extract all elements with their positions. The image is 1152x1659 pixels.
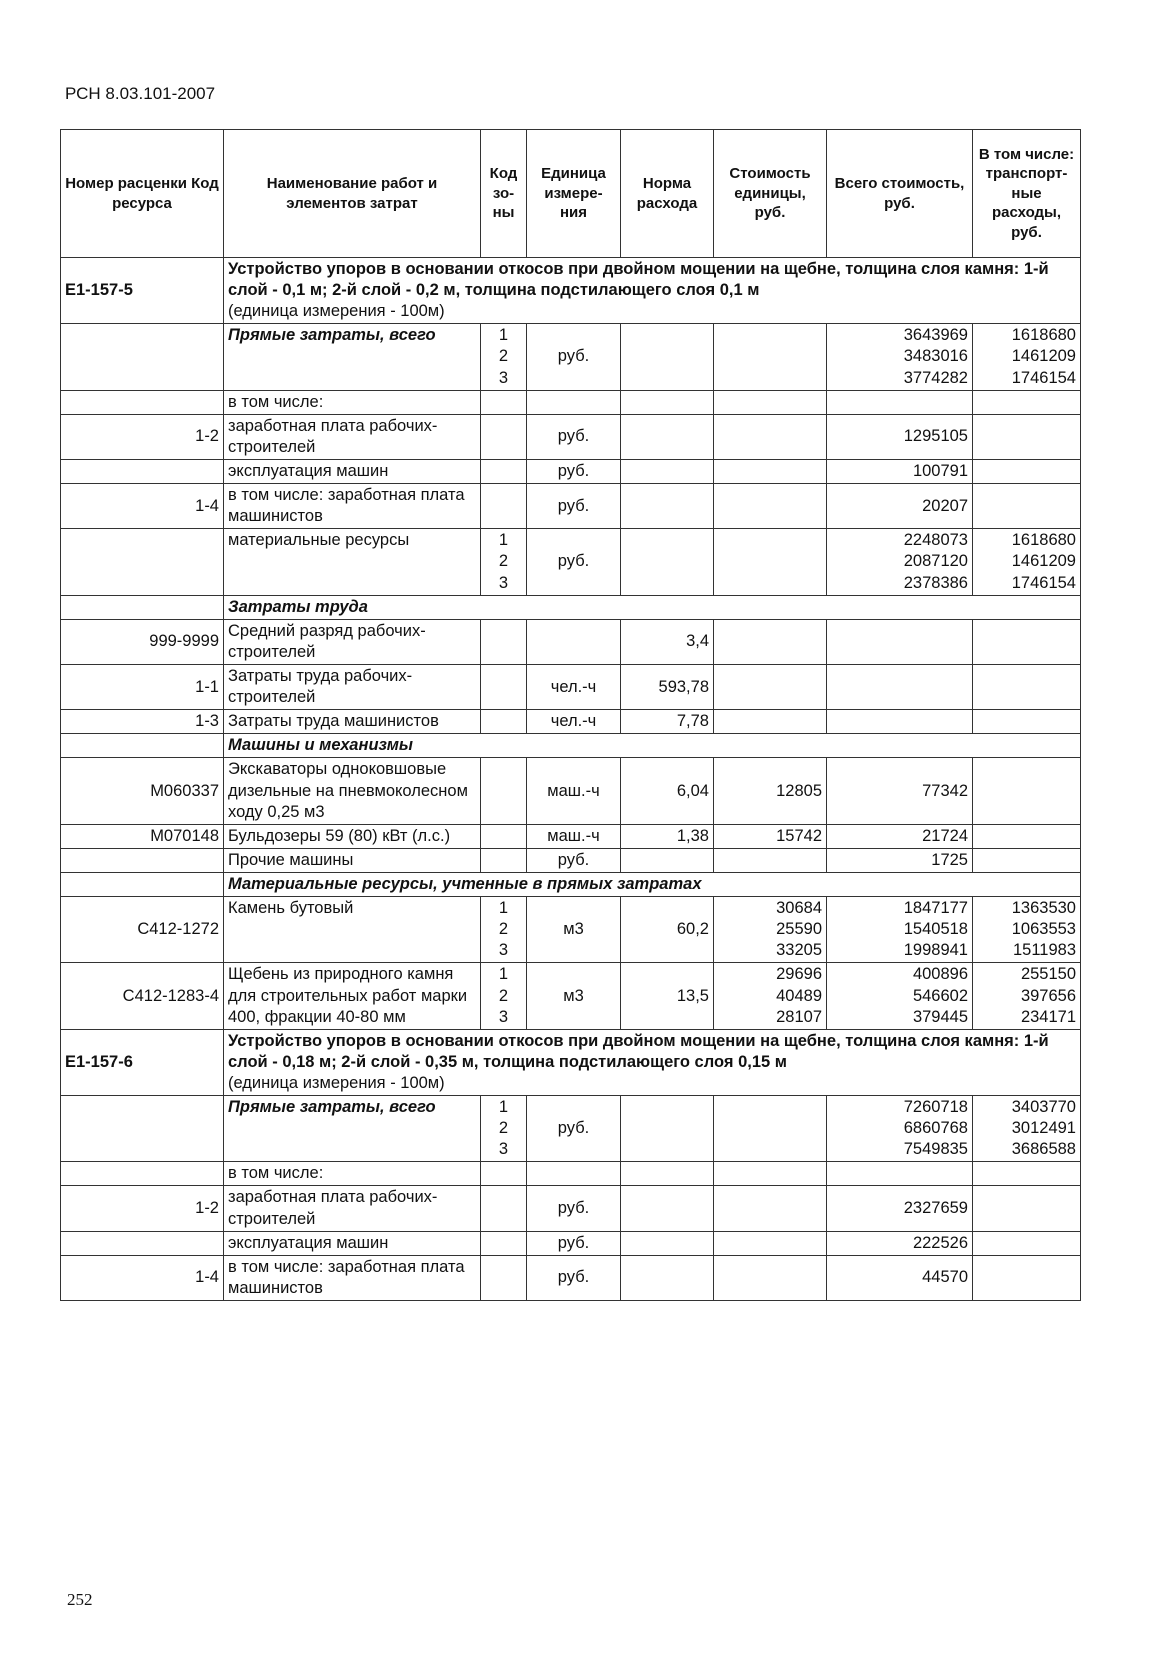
row-total-cost-line: 400896: [912, 965, 968, 984]
row-transport-cost: [973, 664, 1081, 709]
row-transport-cost-line: 3686588: [1011, 1140, 1076, 1159]
row-transport-cost: [973, 1255, 1081, 1300]
column-header: Номер расценки Код ресурса: [61, 130, 224, 258]
row-zone-line: 3: [498, 573, 509, 592]
row-transport-cost: [973, 710, 1081, 734]
rate-title-cell: [224, 258, 1081, 324]
table-row: [61, 824, 1081, 848]
row-transport-cost: [973, 414, 1081, 459]
row-transport-cost: [973, 1231, 1081, 1255]
row-code: 1-1: [61, 664, 224, 709]
row-zone: [481, 459, 527, 483]
row-unit-price-line: 30684: [776, 899, 822, 918]
row-transport-cost: [973, 963, 1081, 1029]
row-total-cost-line: 2087120: [903, 552, 968, 571]
row-code: [61, 1231, 224, 1255]
page-number: 252: [67, 1590, 93, 1609]
row-transport-cost-line: 1618680: [1011, 326, 1076, 345]
row-code: 1-4: [61, 1255, 224, 1300]
row-total-cost-line: 1540518: [903, 920, 968, 939]
row-norm: 1,38: [621, 824, 714, 848]
row-unit: руб.: [527, 324, 621, 390]
row-transport-cost-line: 1618680: [1011, 531, 1076, 550]
row-transport-cost-line: 1746154: [1011, 368, 1076, 387]
row-unit: м3: [527, 897, 621, 963]
rate-code: Е1-157-6: [61, 1029, 224, 1095]
row-unit-price-line: 40489: [776, 986, 822, 1005]
row-total-cost: 2327659: [827, 1186, 973, 1231]
row-unit-price: [714, 484, 827, 529]
row-transport-cost-line: 3403770: [1011, 1098, 1076, 1117]
row-unit: руб.: [527, 1255, 621, 1300]
row-code: 999-9999: [61, 619, 224, 664]
row-transport-cost: [973, 824, 1081, 848]
row-unit: [527, 619, 621, 664]
row-unit-price: [714, 459, 827, 483]
row-unit: [527, 1162, 621, 1186]
row-zone-line: 3: [498, 368, 509, 387]
row-unit: руб.: [527, 459, 621, 483]
row-transport-cost: [973, 897, 1081, 963]
row-total-cost: 44570: [827, 1255, 973, 1300]
column-header: Код зо-ны: [481, 130, 527, 258]
row-norm: [621, 414, 714, 459]
row-transport-cost-line: 1063553: [1011, 920, 1076, 939]
row-transport-cost: [973, 1186, 1081, 1231]
row-code: 1-2: [61, 414, 224, 459]
row-zone-line: 2: [498, 347, 509, 366]
table-row: [61, 1186, 1081, 1231]
row-transport-cost-line: 255150: [1020, 965, 1076, 984]
row-unit: руб.: [527, 848, 621, 872]
row-zone-line: 1: [498, 326, 509, 345]
row-zone-line: 3: [498, 1007, 509, 1026]
row-zone-line: 3: [498, 941, 509, 960]
row-unit-price-line: 25590: [776, 920, 822, 939]
section-heading: Материальные ресурсы, учтенные в прямых затратах: [224, 872, 1081, 896]
document-code-header: РСН 8.03.101-2007: [65, 84, 216, 103]
row-transport-cost: [973, 459, 1081, 483]
row-name: в том числе: заработная плата машинистов: [224, 484, 481, 529]
row-unit: руб.: [527, 414, 621, 459]
row-total-cost: [827, 897, 973, 963]
column-header: Единица измере-ния: [527, 130, 621, 258]
row-transport-cost-line: 3012491: [1011, 1119, 1076, 1138]
row-code: М060337: [61, 758, 224, 824]
row-norm: 3,4: [621, 619, 714, 664]
row-total-cost-line: 3643969: [903, 326, 968, 345]
row-norm: [621, 459, 714, 483]
row-unit-price: [714, 1186, 827, 1231]
row-unit-price: [714, 848, 827, 872]
row-unit-price: [714, 1255, 827, 1300]
row-total-cost: 100791: [827, 459, 973, 483]
row-norm: 593,78: [621, 664, 714, 709]
table-row: [61, 390, 1081, 414]
row-name: Прямые затраты, всего: [224, 324, 481, 390]
row-total-cost: 1725: [827, 848, 973, 872]
row-total-cost: [827, 963, 973, 1029]
row-unit-price: [714, 619, 827, 664]
row-name: в том числе: заработная плата машинистов: [224, 1255, 481, 1300]
table-row: [61, 963, 1081, 1029]
row-zone-line: 2: [498, 552, 509, 571]
rate-title: Устройство упоров в основании откосов при двойном мощении на щебне, толщина слоя камня: 1-й слой - 0,18 м; 2-й слой - 0,35 м, толщина подстилающего слоя 0,15 м: [228, 1031, 1049, 1071]
row-total-cost: 222526: [827, 1231, 973, 1255]
row-transport-cost-line: 1363530: [1011, 899, 1076, 918]
row-name: заработная плата рабочих-строителей: [224, 1186, 481, 1231]
row-zone: [481, 529, 527, 595]
row-unit-price: [714, 710, 827, 734]
table-row: [61, 872, 1081, 896]
row-total-cost-line: 3774282: [903, 368, 968, 387]
row-name: Бульдозеры 59 (80) кВт (л.с.): [224, 824, 481, 848]
row-unit: [527, 390, 621, 414]
row-total-cost-line: 379445: [912, 1007, 968, 1026]
row-total-cost: [827, 1162, 973, 1186]
row-unit-price-line: 29696: [776, 965, 822, 984]
row-norm: 60,2: [621, 897, 714, 963]
row-transport-cost: [973, 529, 1081, 595]
row-unit: руб.: [527, 484, 621, 529]
row-zone-line: 3: [498, 1140, 509, 1159]
row-unit: маш.-ч: [527, 758, 621, 824]
row-name: Экскаваторы одноковшовые дизельные на пневмоколесном ходу 0,25 м3: [224, 758, 481, 824]
row-unit-price: [714, 897, 827, 963]
row-code: [61, 848, 224, 872]
row-zone-line: 2: [498, 986, 509, 1005]
row-zone: [481, 710, 527, 734]
row-zone: [481, 414, 527, 459]
row-unit-price: 15742: [714, 824, 827, 848]
column-header: Всего стоимость, руб.: [827, 130, 973, 258]
table-row: [61, 529, 1081, 595]
row-norm: [621, 1186, 714, 1231]
row-zone-line: 1: [498, 965, 509, 984]
row-name: эксплуатация машин: [224, 1231, 481, 1255]
row-name: эксплуатация машин: [224, 459, 481, 483]
row-unit-price: [714, 1162, 827, 1186]
row-total-cost-line: 6860768: [903, 1119, 968, 1138]
row-code: [61, 1096, 224, 1162]
row-unit: м3: [527, 963, 621, 1029]
row-transport-cost: [973, 619, 1081, 664]
row-transport-cost-line: 1511983: [1012, 941, 1076, 960]
table-row: [61, 1096, 1081, 1162]
row-zone: [481, 1231, 527, 1255]
row-unit-price-line: 28107: [776, 1007, 822, 1026]
row-name: Средний разряд рабочих-строителей: [224, 619, 481, 664]
table-row: [61, 595, 1081, 619]
table-row: [61, 848, 1081, 872]
row-norm: [621, 1231, 714, 1255]
row-zone-line: 1: [498, 1098, 509, 1117]
row-total-cost: [827, 619, 973, 664]
row-norm: 6,04: [621, 758, 714, 824]
row-total-cost: [827, 324, 973, 390]
rate-title-row: [61, 258, 1081, 324]
row-unit-price: [714, 963, 827, 1029]
row-unit-price: 12805: [714, 758, 827, 824]
row-zone: [481, 897, 527, 963]
row-zone: [481, 324, 527, 390]
column-header: Норма расхода: [621, 130, 714, 258]
table-header-row: [61, 130, 1081, 258]
row-code: С412-1272: [61, 897, 224, 963]
rate-title: Устройство упоров в основании откосов при двойном мощении на щебне, толщина слоя камня: 1-й слой - 0,1 м; 2-й слой - 0,2 м, толщина подстилающего слоя 0,1 м: [228, 260, 1049, 300]
table-row: [61, 414, 1081, 459]
table-row: [61, 619, 1081, 664]
row-zone: [481, 824, 527, 848]
row-code: 1-2: [61, 1186, 224, 1231]
column-header: Стоимость единицы, руб.: [714, 130, 827, 258]
row-total-cost: 20207: [827, 484, 973, 529]
row-code: М070148: [61, 824, 224, 848]
table-row: [61, 734, 1081, 758]
row-total-cost: [827, 529, 973, 595]
row-zone: [481, 1162, 527, 1186]
table-row: [61, 324, 1081, 390]
row-transport-cost: [973, 848, 1081, 872]
row-norm: [621, 848, 714, 872]
rate-unit-note: (единица измерения - 100м): [228, 1073, 445, 1092]
row-zone-line: 2: [498, 1119, 509, 1138]
table-row: [61, 758, 1081, 824]
row-transport-cost-line: 1461209: [1011, 552, 1076, 571]
row-zone-line: 1: [498, 531, 509, 550]
rate-unit-note: (единица измерения - 100м): [228, 302, 445, 321]
row-total-cost: 21724: [827, 824, 973, 848]
row-unit: руб.: [527, 1096, 621, 1162]
row-unit-price: [714, 390, 827, 414]
row-zone: [481, 1255, 527, 1300]
row-total-cost-line: 7260718: [903, 1098, 968, 1117]
row-zone: [481, 484, 527, 529]
row-name: в том числе:: [224, 390, 481, 414]
section-heading: Затраты труда: [224, 595, 1081, 619]
row-name: Камень бутовый: [224, 897, 481, 963]
row-total-cost: [827, 710, 973, 734]
table-row: [61, 484, 1081, 529]
row-code: [61, 529, 224, 595]
column-header: В том числе: транспорт-ные расходы, руб.: [973, 130, 1081, 258]
row-name: Прочие машины: [224, 848, 481, 872]
row-name: заработная плата рабочих-строителей: [224, 414, 481, 459]
row-total-cost: [827, 390, 973, 414]
column-header: Наименование работ и элементов затрат: [224, 130, 481, 258]
row-zone: [481, 758, 527, 824]
row-code: [61, 734, 224, 758]
row-code: [61, 872, 224, 896]
row-unit-price: [714, 414, 827, 459]
row-norm: [621, 529, 714, 595]
row-zone: [481, 619, 527, 664]
rate-title-row: [61, 1029, 1081, 1095]
table-row: [61, 710, 1081, 734]
row-unit: чел.-ч: [527, 664, 621, 709]
row-norm: 7,78: [621, 710, 714, 734]
table-row: [61, 1231, 1081, 1255]
row-name: Затраты труда рабочих-строителей: [224, 664, 481, 709]
row-code: 1-3: [61, 710, 224, 734]
row-zone: [481, 963, 527, 1029]
row-norm: [621, 1096, 714, 1162]
row-zone-line: 2: [498, 920, 509, 939]
row-total-cost: 77342: [827, 758, 973, 824]
row-transport-cost-line: 1746154: [1011, 573, 1076, 592]
table-row: [61, 897, 1081, 963]
row-norm: [621, 1255, 714, 1300]
row-unit-price: [714, 664, 827, 709]
row-code: [61, 324, 224, 390]
row-code: С412-1283-4: [61, 963, 224, 1029]
row-name: Затраты труда машинистов: [224, 710, 481, 734]
row-name: Прямые затраты, всего: [224, 1096, 481, 1162]
row-zone: [481, 664, 527, 709]
row-transport-cost: [973, 1096, 1081, 1162]
row-name: Щебень из природного камня для строительных работ марки 400, фракции 40-80 мм: [224, 963, 481, 1029]
row-transport-cost-line: 234171: [1020, 1007, 1076, 1026]
row-total-cost-line: 546602: [912, 986, 968, 1005]
row-norm: [621, 484, 714, 529]
table-row: [61, 1255, 1081, 1300]
row-total-cost: 1295105: [827, 414, 973, 459]
row-total-cost-line: 2248073: [903, 531, 968, 550]
row-name: в том числе:: [224, 1162, 481, 1186]
row-total-cost-line: 2378386: [903, 573, 968, 592]
table-row: [61, 459, 1081, 483]
row-total-cost-line: 1998941: [903, 941, 968, 960]
row-transport-cost-line: 397656: [1020, 986, 1076, 1005]
row-unit: руб.: [527, 529, 621, 595]
row-unit-price: [714, 529, 827, 595]
row-norm: [621, 324, 714, 390]
row-transport-cost: [973, 1162, 1081, 1186]
section-heading: Машины и механизмы: [224, 734, 1081, 758]
row-code: 1-4: [61, 484, 224, 529]
row-unit-price: [714, 324, 827, 390]
row-transport-cost: [973, 390, 1081, 414]
row-unit-price: [714, 1231, 827, 1255]
row-unit-price-line: 33205: [776, 941, 822, 960]
row-code: [61, 390, 224, 414]
row-name: материальные ресурсы: [224, 529, 481, 595]
row-unit: маш.-ч: [527, 824, 621, 848]
row-zone-line: 1: [498, 899, 509, 918]
row-total-cost-line: 3483016: [903, 347, 968, 366]
row-total-cost-line: 1847177: [903, 899, 968, 918]
table-row: [61, 664, 1081, 709]
rates-table: [60, 129, 1081, 1301]
row-code: [61, 595, 224, 619]
row-zone: [481, 390, 527, 414]
row-unit: руб.: [527, 1186, 621, 1231]
rate-code: Е1-157-5: [61, 258, 224, 324]
rate-title-cell: [224, 1029, 1081, 1095]
row-code: [61, 459, 224, 483]
row-norm: [621, 390, 714, 414]
row-norm: 13,5: [621, 963, 714, 1029]
row-unit-price: [714, 1096, 827, 1162]
row-zone: [481, 1186, 527, 1231]
row-code: [61, 1162, 224, 1186]
row-zone: [481, 848, 527, 872]
row-unit: руб.: [527, 1231, 621, 1255]
row-transport-cost-line: 1461209: [1011, 347, 1076, 366]
row-norm: [621, 1162, 714, 1186]
table-body: [61, 258, 1081, 1301]
row-transport-cost: [973, 484, 1081, 529]
row-total-cost: [827, 664, 973, 709]
row-total-cost-line: 7549835: [903, 1140, 968, 1159]
row-zone: [481, 1096, 527, 1162]
row-unit: чел.-ч: [527, 710, 621, 734]
row-total-cost: [827, 1096, 973, 1162]
row-transport-cost: [973, 758, 1081, 824]
row-transport-cost: [973, 324, 1081, 390]
table-row: [61, 1162, 1081, 1186]
